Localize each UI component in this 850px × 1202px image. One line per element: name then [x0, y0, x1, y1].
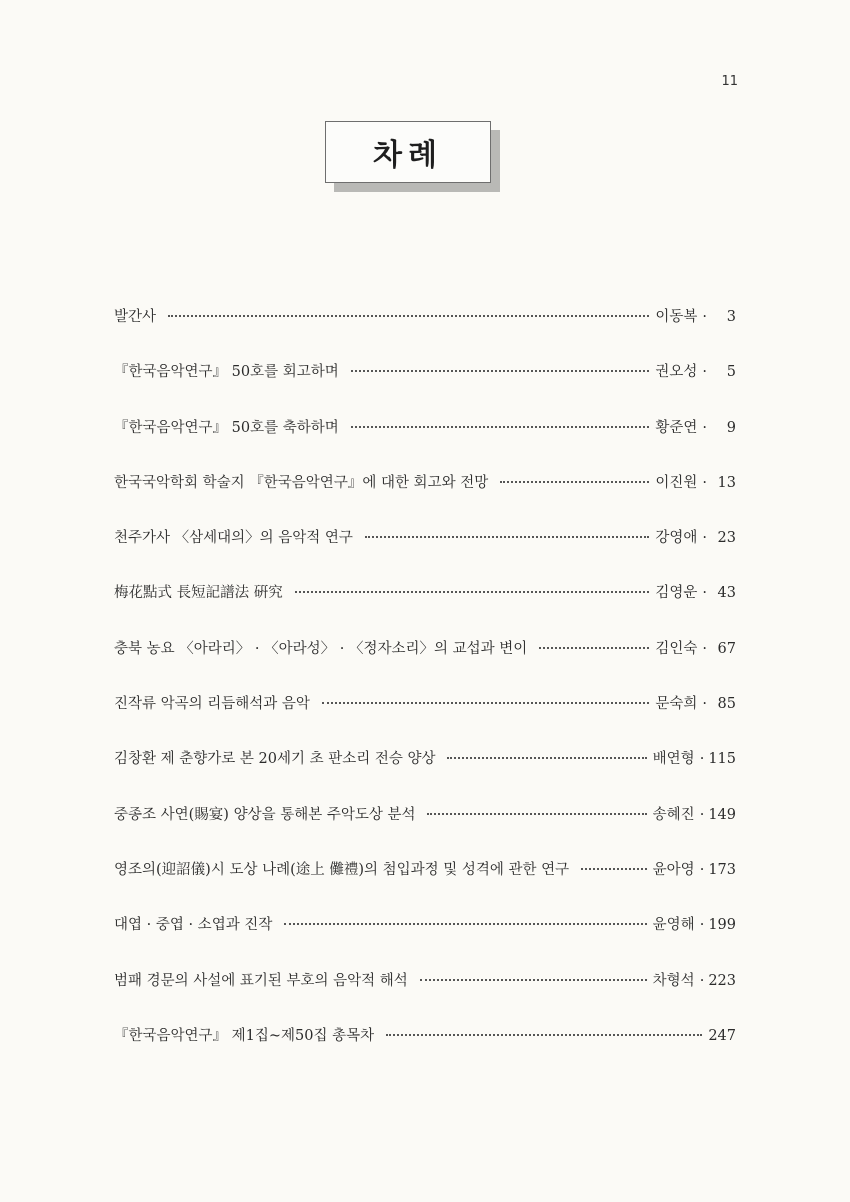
toc-entry-author: 김인숙 — [655, 640, 698, 657]
page-title: 차례 — [373, 138, 443, 173]
dot-leader — [168, 315, 649, 317]
toc-entry-author: 이동복 — [655, 309, 698, 325]
dot-leader — [427, 813, 646, 815]
author-page-separator: · — [702, 640, 707, 657]
toc-entry-title: 발간사 — [114, 309, 157, 325]
author-page-separator: · — [699, 861, 705, 878]
dot-leader — [322, 702, 649, 704]
toc-entry-author: 차형석 — [652, 972, 695, 989]
dot-leader — [351, 370, 650, 372]
toc-entry-author: 윤영해 — [652, 917, 695, 934]
toc-entry[interactable] — [114, 469, 736, 524]
dot-leader — [539, 647, 649, 649]
author-page-separator: · — [702, 309, 707, 325]
toc-entry[interactable] — [114, 690, 736, 745]
title-box — [325, 121, 491, 183]
author-page-separator: · — [699, 917, 705, 934]
dot-leader — [581, 868, 647, 870]
toc-entry-title: 梅花點式 長短記譜法 硏究 — [114, 585, 283, 602]
dot-leader — [420, 979, 647, 981]
dot-leader — [447, 757, 646, 759]
toc-entry-page: 43 — [717, 585, 736, 602]
toc-entry-author: 김영운 — [655, 585, 698, 602]
author-page-separator: · — [702, 364, 707, 381]
toc-entry-title: 『한국음악연구』 제1집~제50집 총목차 — [114, 1027, 375, 1044]
dot-leader — [295, 591, 650, 593]
author-page-separator: · — [699, 806, 705, 823]
toc-entry-author: 권오성 — [655, 364, 698, 381]
dot-leader — [351, 426, 650, 428]
toc-entry[interactable] — [114, 801, 736, 856]
author-page-separator: · — [699, 972, 705, 989]
toc-entry-page: 199 — [708, 917, 736, 934]
toc-entry[interactable] — [114, 1022, 736, 1077]
author-page-separator: · — [702, 585, 707, 602]
toc-entry-author: 윤아영 — [652, 861, 695, 878]
page-number: 11 — [721, 74, 738, 89]
toc-entry-page: 247 — [708, 1027, 736, 1044]
toc-entry-author: 송혜진 — [652, 806, 695, 823]
toc-entry[interactable] — [114, 745, 736, 800]
toc-entry-title: 김창환 제 춘향가로 본 20세기 초 판소리 전승 양상 — [114, 751, 436, 768]
toc-entry-page: 149 — [708, 806, 736, 823]
toc-entry-page: 67 — [717, 640, 736, 657]
toc-entry-page: 13 — [717, 474, 736, 491]
author-page-separator: · — [699, 751, 705, 768]
toc-entry-title: 영조의(迎詔儀)시 도상 나례(途上 儺禮)의 첨입과정 및 성격에 관한 연구 — [114, 861, 570, 878]
toc-entry-author: 강영애 — [655, 530, 698, 547]
author-page-separator: · — [702, 474, 707, 491]
toc-entry-title: 한국국악학회 학술지 『한국음악연구』에 대한 회고와 전망 — [114, 474, 489, 491]
toc-entry-title: 『한국음악연구』 50호를 회고하며 — [114, 364, 339, 381]
toc-entry-title: 대엽 · 중엽 · 소엽과 진작 — [114, 917, 273, 934]
toc-entry-author: 황준연 — [655, 419, 698, 436]
toc-entry[interactable] — [114, 358, 736, 413]
toc-entry-title: 천주가사 〈삼세대의〉의 음악적 연구 — [114, 530, 353, 547]
toc-entry-page: 85 — [717, 696, 736, 713]
toc-entry[interactable] — [114, 856, 736, 911]
toc-entry-title: 중종조 사연(賜宴) 양상을 통해본 주악도상 분석 — [114, 806, 416, 823]
toc-entry-page: 173 — [708, 861, 736, 878]
toc-entry-page: 5 — [726, 364, 736, 381]
author-page-separator: · — [702, 696, 707, 713]
author-page-separator: · — [702, 419, 707, 436]
toc-entry-page: 115 — [708, 751, 736, 768]
toc-entry-page: 3 — [726, 309, 736, 325]
toc-entry-page: 223 — [708, 972, 736, 989]
toc-entry-title: 충북 농요 〈아라리〉 · 〈아라성〉 · 〈정자소리〉의 교섭과 변이 — [114, 640, 528, 657]
toc-entry[interactable] — [114, 414, 736, 469]
dot-leader — [284, 923, 646, 925]
dot-leader — [365, 536, 649, 538]
toc-entry[interactable] — [114, 911, 736, 966]
toc-entry[interactable] — [114, 524, 736, 579]
toc-entry-author: 문숙희 — [655, 696, 698, 713]
toc-entry[interactable] — [114, 579, 736, 634]
toc-entry[interactable] — [114, 635, 736, 690]
toc-entry-title: 진작류 악곡의 리듬해석과 음악 — [114, 696, 310, 713]
dot-leader — [500, 481, 649, 483]
toc-entry-page: 23 — [717, 530, 736, 547]
toc-entry-title: 『한국음악연구』 50호를 축하하며 — [114, 419, 339, 436]
toc-entry-author: 배연형 — [652, 751, 695, 768]
toc-entry[interactable] — [114, 303, 736, 358]
author-page-separator: · — [702, 530, 707, 547]
table-of-contents — [114, 303, 736, 1077]
toc-entry[interactable] — [114, 967, 736, 1022]
toc-entry-title: 범패 경문의 사설에 표기된 부호의 음악적 해석 — [114, 972, 408, 989]
dot-leader — [386, 1034, 702, 1036]
toc-entry-page: 9 — [726, 419, 736, 436]
toc-entry-author: 이진원 — [655, 474, 698, 491]
